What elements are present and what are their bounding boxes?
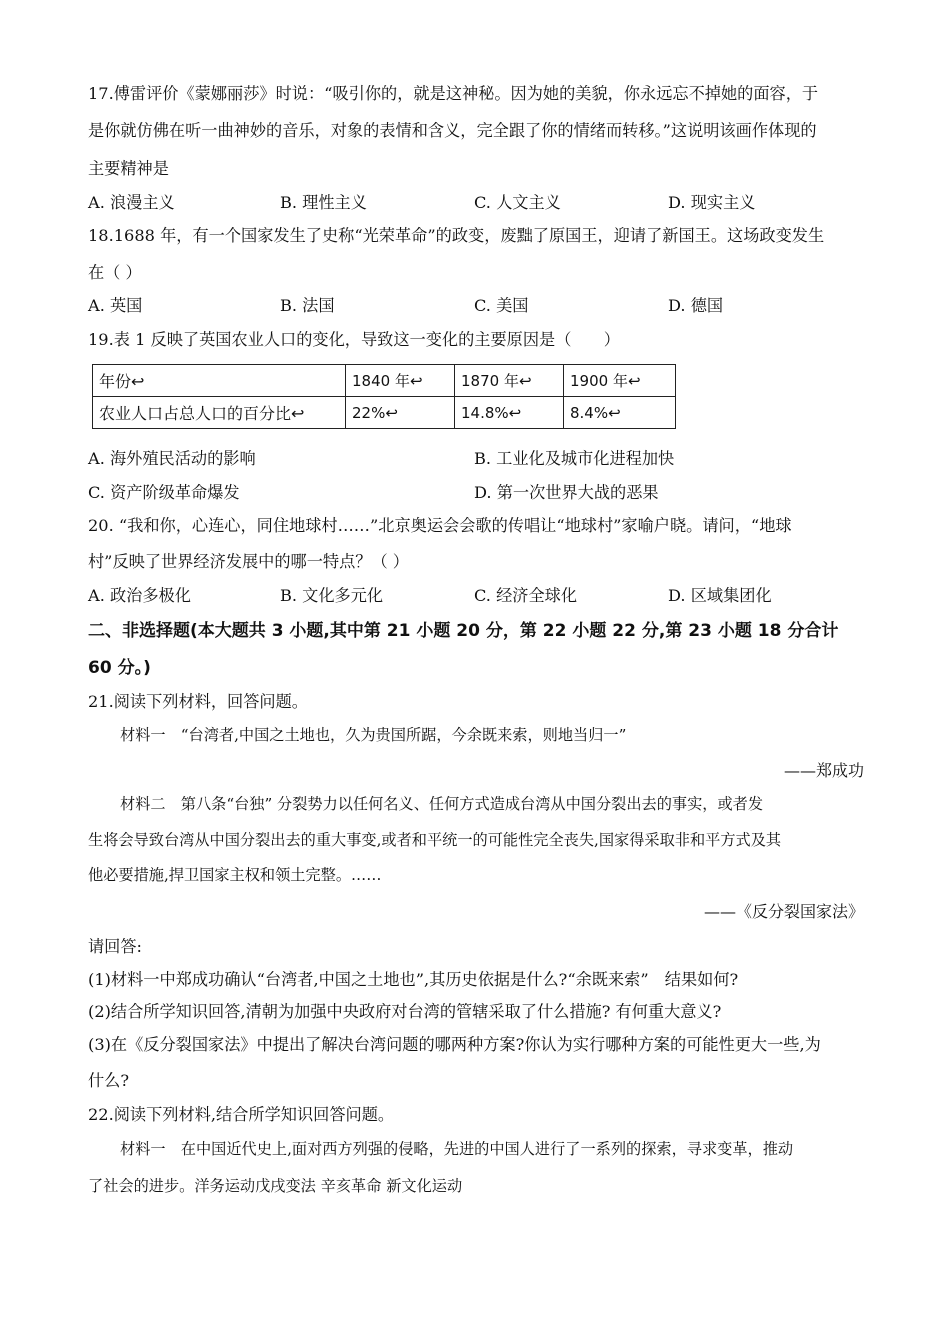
agri-population-table — [92, 364, 676, 429]
q17-option-a: A. 浪漫主义 — [88, 193, 175, 212]
table-header-cell: 1900 年↩ — [564, 365, 676, 397]
q18-option-b: B. 法国 — [280, 296, 335, 315]
q21-intro: 21.阅读下列材料，回答问题。 — [88, 692, 308, 711]
q19-option-c: C. 资产阶级革命爆发 — [88, 483, 240, 502]
q17-stem-line2: 是你就仿佛在听一曲神妙的音乐，对象的表情和含义，完全跟了你的情绪而转移。”这说明该画作体现的 — [88, 121, 817, 140]
q18-option-a: A. 英国 — [88, 296, 143, 315]
q20-stem-line1: 20. “我和你，心连心，同住地球村……”北京奥运会会歌的传唱让“地球村”家喻户晓。请问，“地球 — [88, 516, 792, 535]
q21-material2-source: ——《反分裂国家法》 — [703, 902, 864, 921]
table-header-row — [93, 365, 676, 397]
q20-option-b: B. 文化多元化 — [280, 586, 384, 605]
table-header-cell: 年份↩ — [93, 365, 346, 397]
table-cell: 22%↩ — [346, 397, 455, 429]
q20-option-c: C. 经济全球化 — [474, 586, 578, 605]
q18-stem-line1: 18.1688 年，有一个国家发生了史称“光荣革命”的政变，废黜了原国王，迎请了新国王。这场政变发生 — [88, 226, 825, 245]
q21-sub3-line1: (3)在《反分裂国家法》中提出了解决台湾问题的哪两种方案?你认为实行哪种方案的可能性更大一些,为 — [88, 1035, 821, 1054]
table-row — [93, 397, 676, 429]
table-cell: 8.4%↩ — [564, 397, 676, 429]
q19-option-d: D. 第一次世界大战的恶果 — [474, 483, 659, 502]
q17-option-c: C. 人文主义 — [474, 193, 561, 212]
q21-material2-line2: 生将会导致台湾从中国分裂出去的重大事变,或者和平统一的可能性完全丧失,国家得采取非和平方式及其 — [88, 831, 782, 849]
q18-stem-line2: 在（ ） — [88, 263, 142, 282]
q17-option-b: B. 理性主义 — [280, 193, 367, 212]
q22-material1-line2: 了社会的进步。洋务运动戊戌变法 辛亥革命 新文化运动 — [88, 1177, 463, 1195]
q18-option-c: C. 美国 — [474, 296, 529, 315]
q21-material1-source: ——郑成功 — [783, 761, 864, 780]
q20-option-a: A. 政治多极化 — [88, 586, 191, 605]
q21-sub2: (2)结合所学知识回答,清朝为加强中央政府对台湾的管辖采取了什么措施? 有何重大意义? — [88, 1002, 722, 1021]
q21-material2-line3: 他必要措施,捍卫国家主权和领土完整。…… — [88, 866, 382, 884]
q22-intro: 22.阅读下列材料,结合所学知识回答问题。 — [88, 1105, 395, 1124]
q21-sub1: (1)材料一中郑成功确认“台湾者,中国之土地也”,其历史依据是什么?“余既来索” 结果如何? — [88, 970, 739, 989]
q19-option-b: B. 工业化及城市化进程加快 — [474, 449, 675, 468]
q20-stem-line2: 村”反映了世界经济发展中的哪一特点？（ ） — [88, 552, 409, 571]
section2-heading-line1: 二、非选择题(本大题共 3 小题,其中第 21 小题 20 分，第 22 小题 22 分,第 23 小题 18 分合计 — [88, 621, 839, 641]
q18-option-d: D. 德国 — [668, 296, 724, 315]
q19-stem: 19.表 1 反映了英国农业人口的变化，导致这一变化的主要原因是（ ） — [88, 330, 620, 349]
table-header-cell: 1840 年↩ — [346, 365, 455, 397]
table-cell: 14.8%↩ — [455, 397, 564, 429]
q17-option-d: D. 现实主义 — [668, 193, 756, 212]
q21-material1: 材料一 “台湾者,中国之土地也，久为贵国所踞，今余既来索，则地当归一” — [120, 726, 627, 744]
q17-stem-line3: 主要精神是 — [88, 159, 169, 178]
q21-material2-line1: 材料二 第八条“台独” 分裂势力以任何名义、任何方式造成台湾从中国分裂出去的事实，或者发 — [120, 795, 764, 813]
table-cell: 农业人口占总人口的百分比↩ — [93, 397, 346, 429]
q19-option-a: A. 海外殖民活动的影响 — [88, 449, 256, 468]
q21-ask: 请回答: — [88, 937, 143, 956]
q21-sub3-line2: 什么? — [88, 1071, 130, 1090]
q17-stem-line1: 17.傅雷评价《蒙娜丽莎》时说：“吸引你的，就是这神秘。因为她的美貌，你永远忘不掉她的面容，于 — [88, 84, 819, 103]
table-header-cell: 1870 年↩ — [455, 365, 564, 397]
section2-heading-line2: 60 分。) — [88, 658, 151, 678]
q22-material1-line1: 材料一 在中国近代史上,面对西方列强的侵略，先进的中国人进行了一系列的探索，寻求变革，推动 — [120, 1140, 794, 1158]
q20-option-d: D. 区域集团化 — [668, 586, 772, 605]
